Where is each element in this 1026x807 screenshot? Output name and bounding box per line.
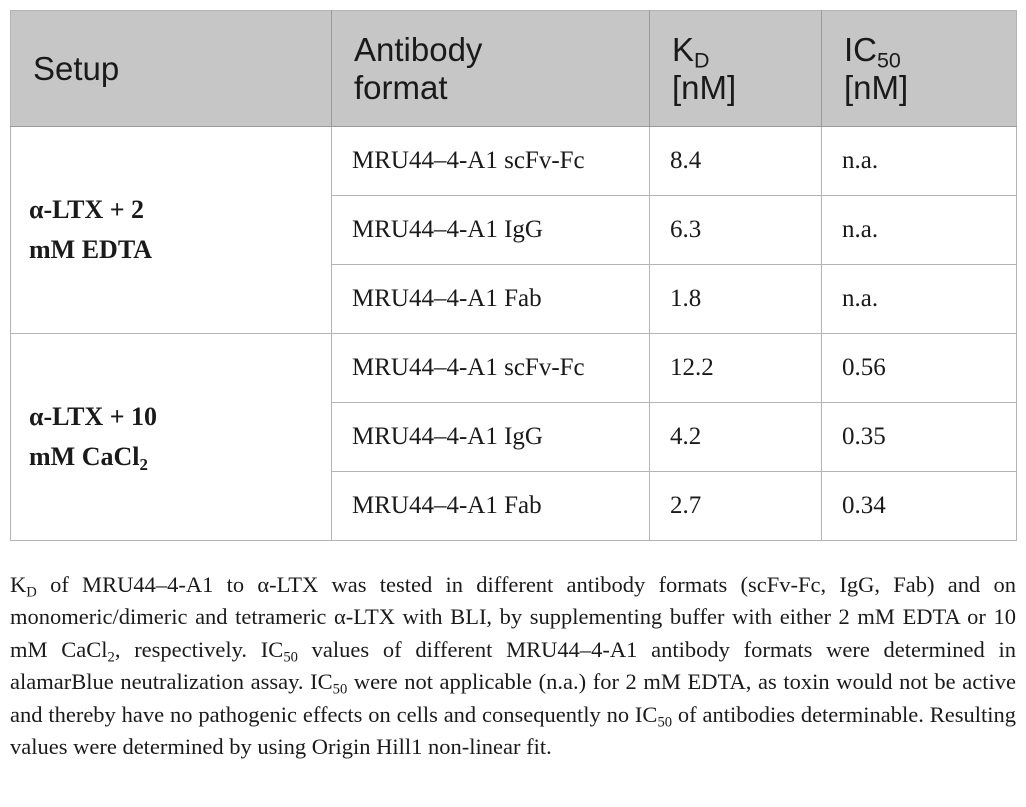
ic50-cell: 0.34 [822, 472, 1017, 541]
results-table-container [10, 10, 1016, 541]
kd-cell: 1.8 [650, 265, 822, 334]
header-row [11, 11, 1017, 127]
format-cell: MRU44–4-A1 scFv-Fc [332, 127, 650, 196]
header-ic50: $IC_{50}$ [nM] [822, 11, 1017, 127]
setup-cell-edta: α-LTX + 2 mM EDTA [11, 127, 332, 334]
ic50-cell: n.a. [822, 265, 1017, 334]
format-cell: MRU44–4-A1 IgG [332, 403, 650, 472]
ic50-cell: 0.35 [822, 403, 1017, 472]
ic50-cell: n.a. [822, 196, 1017, 265]
header-setup: Setup [11, 11, 332, 127]
header-kd: $K_D$ [nM] [650, 11, 822, 127]
results-table [10, 10, 1017, 541]
format-cell: MRU44–4-A1 Fab [332, 265, 650, 334]
setup-cell-cacl2: α-LTX + 10 mM CaCl$_2$ [11, 334, 332, 541]
kd-cell: 6.3 [650, 196, 822, 265]
table-row [11, 334, 1017, 403]
kd-cell: 12.2 [650, 334, 822, 403]
kd-cell: 2.7 [650, 472, 822, 541]
kd-cell: 4.2 [650, 403, 822, 472]
kd-cell: 8.4 [650, 127, 822, 196]
ic50-cell: 0.56 [822, 334, 1017, 403]
format-cell: MRU44–4-A1 Fab [332, 472, 650, 541]
format-cell: MRU44–4-A1 IgG [332, 196, 650, 265]
table-caption: $K_D$ of MRU44–4-A1 to α-LTX was tested in different antibody formats (scFv-Fc, IgG, Fab) and on monomeric/dimeric and tetrameric α-LTX with BLI, by supplementing buffer with either 2 mM EDTA or 10 mM CaCl$_2$, respectively. $IC_{50}$ values of different MRU44–4-A1 antibody formats were determined in alamarBlue neutralization assay. $IC_{50}$ were not applicable (n.a.) for 2 mM EDTA, as toxin would not be active and thereby have no pathogenic effects on cells and consequently no $IC_{50}$ of antibodies determinable. Resulting values were determined by using Origin Hill1 non-linear fit. [10, 571, 1017, 759]
format-cell: MRU44–4-A1 scFv-Fc [332, 334, 650, 403]
table-row [11, 127, 1017, 196]
ic50-cell: n.a. [822, 127, 1017, 196]
header-antibody-format: Antibody format [332, 11, 650, 127]
